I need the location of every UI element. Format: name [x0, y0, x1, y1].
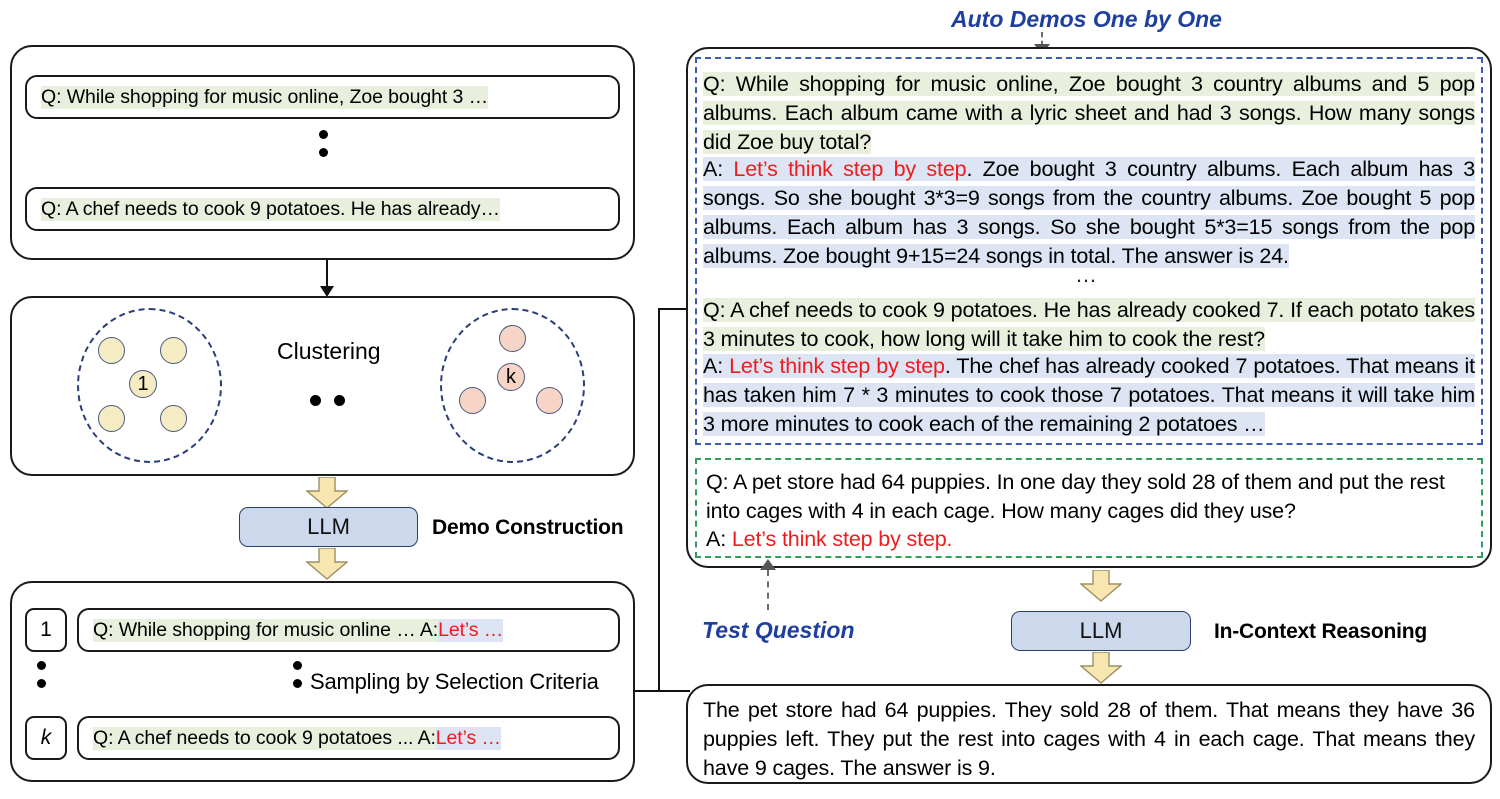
demos-ellipsis: … [1075, 262, 1100, 287]
llm-box-demo-construction[interactable] [239, 507, 418, 547]
demo-index-k [25, 716, 67, 760]
demo2-answer [703, 352, 1475, 439]
demo-row-1-answer: Let’s … [438, 618, 504, 641]
cluster-1-node-a [98, 337, 125, 364]
demo-row-k [77, 716, 620, 760]
test-question-body: Q: A pet store had 64 puppies. In one day they sold 28 of them and put the rest into cages with 4 in each cage. How many cages did they use? [706, 470, 1445, 524]
arrow-clustering-to-llm [306, 477, 348, 509]
test-question-text [706, 468, 1478, 526]
demo-index-k-label: k [40, 726, 52, 749]
cluster-k-node-b [459, 387, 486, 414]
demo1-answer-prefix: A: [703, 157, 734, 181]
llm-box-in-context-label: LLM [1079, 618, 1123, 643]
input-question-2 [25, 187, 620, 231]
demo1-answer-trigger: Let’s think step by step [733, 157, 967, 181]
input-question-1-text: Q: While shopping for music online, Zoe bought 3 … [41, 85, 488, 108]
cluster-1-center [129, 370, 157, 398]
llm-box-demo-construction-label: LLM [307, 514, 350, 539]
demo-row-1-question: Q: While shopping for music online … A: [93, 618, 439, 641]
cluster-1-label: 1 [137, 372, 149, 395]
arrow-llm-to-output [1080, 652, 1122, 684]
demo2-answer-rest: . The chef has already cooked 7 potatoes. That means it has taken him 7 * 3 minutes to cook those 7 potatoes. That means it will take him 3 more minutes to cook each of the remaining 2 potatoes … [703, 354, 1475, 437]
demo2-question [703, 296, 1475, 354]
demo2-answer-trigger: Let’s think step by step [729, 354, 945, 378]
demos-mid-ellipsis [293, 661, 302, 688]
connector-horizontal-top [658, 308, 688, 310]
output-text: The pet store had 64 puppies. They sold 28 of them. That means they have 36 puppies left. They put the rest into cages with 4 in each cage. That means they have 9 cages. The answer is 9. [703, 698, 1475, 781]
cluster-k-node-c [536, 387, 563, 414]
sampling-criteria-label: Sampling by Selection Criteria [310, 669, 599, 694]
input-vertical-ellipsis [319, 130, 328, 157]
cluster-1-node-c [98, 405, 125, 432]
cluster-k-label: k [506, 365, 516, 388]
connector-horizontal-bottom [635, 690, 690, 692]
demo-row-k-question: Q: A chef needs to cook 9 potatoes ... A: [93, 726, 436, 749]
demo-index-1 [25, 608, 67, 652]
connector-vertical [658, 308, 660, 692]
test-question-answer-prefix: A: [706, 527, 732, 551]
llm-box-in-context[interactable] [1011, 611, 1191, 651]
auto-demos-header: Auto Demos One by One [951, 6, 1222, 32]
input-question-1 [25, 75, 620, 119]
demo2-question-text: Q: A chef needs to cook 9 potatoes. He has already cooked 7. If each potato takes 3 minutes to cook, how long will it take him to cook the rest? [703, 298, 1475, 352]
test-question-label: Test Question [702, 617, 855, 643]
test-question-arrow [760, 559, 776, 570]
input-question-2-text: Q: A chef needs to cook 9 potatoes. He has already… [41, 197, 500, 220]
demo-row-1 [77, 608, 620, 652]
arrow-input-to-clustering-line [326, 260, 328, 288]
test-question-leader [767, 570, 769, 610]
demo1-question [703, 70, 1475, 157]
cluster-k-center [497, 363, 525, 391]
clustering-horizontal-ellipsis [310, 395, 345, 406]
in-context-reasoning-label: In-Context Reasoning [1214, 620, 1428, 643]
test-question-answer [706, 525, 1478, 554]
test-question-answer-trigger: Let’s think step by step. [731, 527, 953, 551]
arrow-llm-to-demos [306, 548, 348, 580]
cluster-k-node-a [499, 325, 526, 352]
cluster-1-node-b [160, 337, 187, 364]
demo-construction-label: Demo Construction [432, 516, 624, 539]
demos-left-ellipsis [37, 661, 46, 688]
demo1-answer [703, 155, 1475, 271]
demo1-question-text: Q: While shopping for music online, Zoe bought 3 country albums and 5 pop albums. Each album came with a lyric sheet and had 3 songs. How many songs did Zoe buy total? [703, 72, 1475, 155]
demo-index-1-label: 1 [40, 618, 52, 641]
arrow-prompt-to-llm [1080, 570, 1122, 602]
cluster-1-node-d [160, 405, 187, 432]
clustering-label: Clustering [277, 338, 381, 364]
demo1-answer-rest: . Zoe bought 3 country albums. Each album has 3 songs. So she bought 3*3=9 songs from the country albums. Zoe bought 5 pop albums. Each album has 3 songs. So she bought 5*3=15 songs from the pop albums. Zoe bought 9+15=24 songs in total. The answer is 24. [703, 157, 1476, 269]
demo-row-k-answer: Let’s … [435, 726, 501, 749]
demo2-answer-prefix: A: [703, 354, 730, 378]
